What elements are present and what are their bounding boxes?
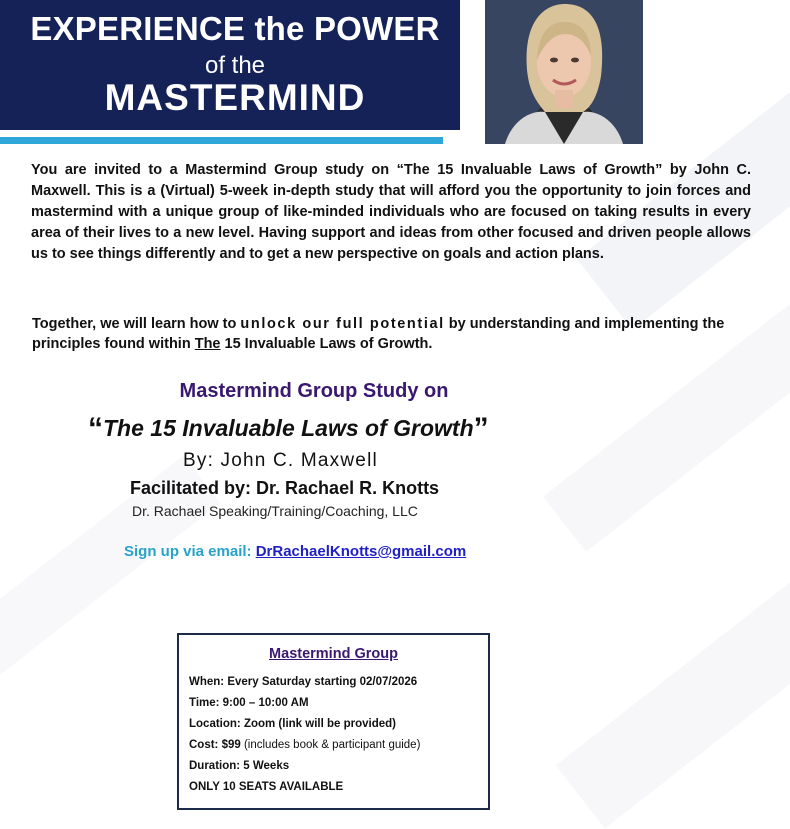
together-text-1: Together, we will learn how to (32, 316, 241, 332)
header-accent-line (0, 137, 443, 144)
signup-email-link[interactable]: DrRachaelKnotts@gmail.com (255, 543, 467, 560)
info-location: Location: Zoom (link will be provided) (189, 718, 396, 730)
info-when: When: Every Saturday starting 02/07/2026 (189, 676, 418, 688)
header-title-line3: MASTERMIND (104, 77, 366, 118)
facilitator: Facilitated by: Dr. Rachael R. Knotts (130, 478, 440, 498)
header-title-line1: EXPERIENCE the POWER (30, 10, 440, 47)
header-title-line2: of the (204, 52, 266, 79)
info-seats: ONLY 10 SEATS AVAILABLE (189, 781, 344, 793)
book-title-text: The 15 Invaluable Laws of Growth (103, 415, 474, 441)
info-cost-label: Cost: $99 (189, 739, 244, 751)
together-underlined: The (194, 336, 221, 352)
background-shape (556, 532, 790, 829)
together-emphasis: unlock our full potential (240, 316, 445, 332)
close-quote: ” (473, 412, 489, 445)
intro-paragraph: You are invited to a Mastermind Group study on “The 15 Invaluable Laws of Growth” by John C. Maxwell. This is a (Virtual) 5-week in-depth study that will afford you the opportunity to join forces and mastermind with a unique group of like-minded individuals who are focused on taking results in every area of their lives to a new level. Having support and ideas from other focused and driven people allows us to see things differently and to get a new perspective on goals and action plans. (31, 162, 751, 262)
company-name: Dr. Rachael Speaking/Training/Coaching, LLC (132, 503, 418, 519)
together-text-3: 15 Invaluable Laws of Growth. (220, 336, 433, 352)
signup-line (124, 543, 466, 560)
together-text-2: by understanding and implementing the principles found within (32, 316, 725, 352)
portrait-photo (485, 0, 643, 144)
portrait-icon (485, 0, 643, 144)
info-box-title: Mastermind Group (269, 646, 398, 662)
info-time: Time: 9:00 – 10:00 AM (189, 697, 309, 709)
together-paragraph (32, 314, 752, 354)
info-box (177, 633, 490, 810)
info-cost (189, 739, 420, 751)
info-duration: Duration: 5 Weeks (189, 760, 290, 772)
open-quote: “ (88, 412, 103, 445)
info-cost-note: (includes book & participant guide) (243, 739, 421, 751)
book-author: By: John C. Maxwell (183, 450, 378, 471)
study-heading: Mastermind Group Study on (179, 380, 449, 402)
book-title (88, 412, 489, 446)
signup-label: Sign up via email: (124, 543, 256, 560)
